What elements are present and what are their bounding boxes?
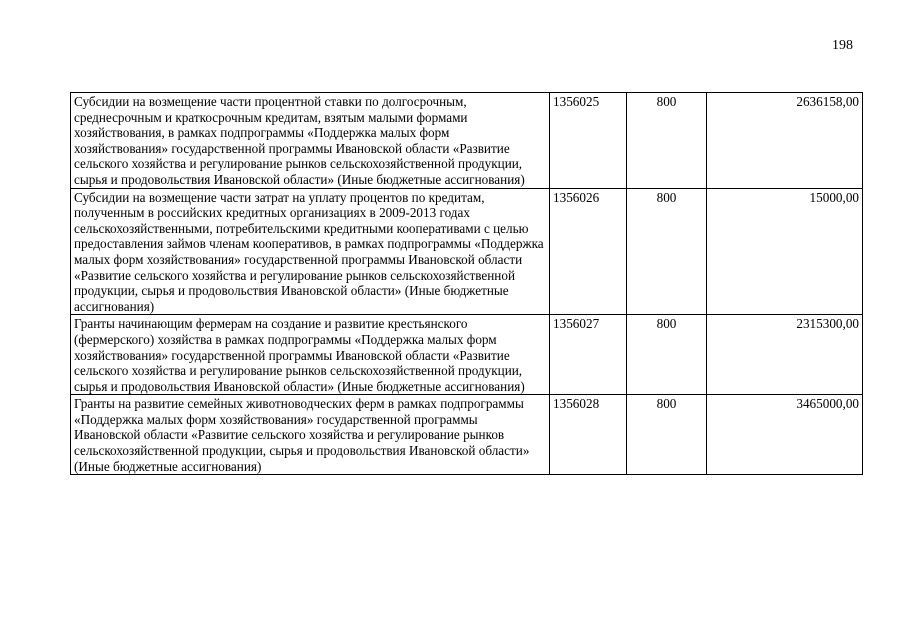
row-expense-type: 800 — [627, 395, 707, 475]
table-row — [71, 315, 863, 395]
row-expense-type: 800 — [627, 188, 707, 315]
row-target-code: 1356026 — [550, 188, 627, 315]
budget-table — [70, 92, 863, 475]
row-target-code: 1356027 — [550, 315, 627, 395]
row-amount: 2315300,00 — [707, 315, 863, 395]
page-number: 198 — [832, 38, 853, 53]
row-amount: 2636158,00 — [707, 93, 863, 189]
row-description: Субсидии на возмещение части процентной ставки по долгосрочным, среднесрочным и краткосрочным кредитам, взятым малыми формами хозяйствования, в рамках подпрограммы «Поддержка малых форм хозяйствования» государственной программы Ивановской области «Развитие сельского хозяйства и регулирование рынков сельскохозяйственной продукции, сырья и продовольствия Ивановской области» (Иные бюджетные ассигнования) — [71, 93, 550, 189]
row-expense-type: 800 — [627, 315, 707, 395]
row-target-code: 1356025 — [550, 93, 627, 189]
row-amount: 3465000,00 — [707, 395, 863, 475]
row-expense-type: 800 — [627, 93, 707, 189]
row-description: Гранты на развитие семейных животноводческих ферм в рамках подпрограммы «Поддержка малых форм хозяйствования» государственной программы Ивановской области «Развитие сельского хозяйства и регулирование рынков сельскохозяйственной продукции, сырья и продовольствия Ивановской области» (Иные бюджетные ассигнования) — [71, 395, 550, 475]
table-row — [71, 395, 863, 475]
row-description: Субсидии на возмещение части затрат на уплату процентов по кредитам, полученным в российских кредитных организациях в 2009-2013 годах сельскохозяйственными, потребительскими кредитными кооперативами с целью предоставления займов членам кооперативов, в рамках подпрограммы «Поддержка малых форм хозяйствования» государственной программы Ивановской области «Развитие сельского хозяйства и регулирование рынков сельскохозяйственной продукции, сырья и продовольствия Ивановской области» (Иные бюджетные ассигнования) — [71, 188, 550, 315]
row-target-code: 1356028 — [550, 395, 627, 475]
row-description: Гранты начинающим фермерам на создание и развитие крестьянского (фермерского) хозяйства в рамках подпрограммы «Поддержка малых форм хозяйствования» государственной программы Ивановской области «Развитие сельского хозяйства и регулирование рынков сельскохозяйственной продукции, сырья и продовольствия Ивановской области» (Иные бюджетные ассигнования) — [71, 315, 550, 395]
table-row — [71, 93, 863, 189]
row-amount: 15000,00 — [707, 188, 863, 315]
table-row — [71, 188, 863, 315]
